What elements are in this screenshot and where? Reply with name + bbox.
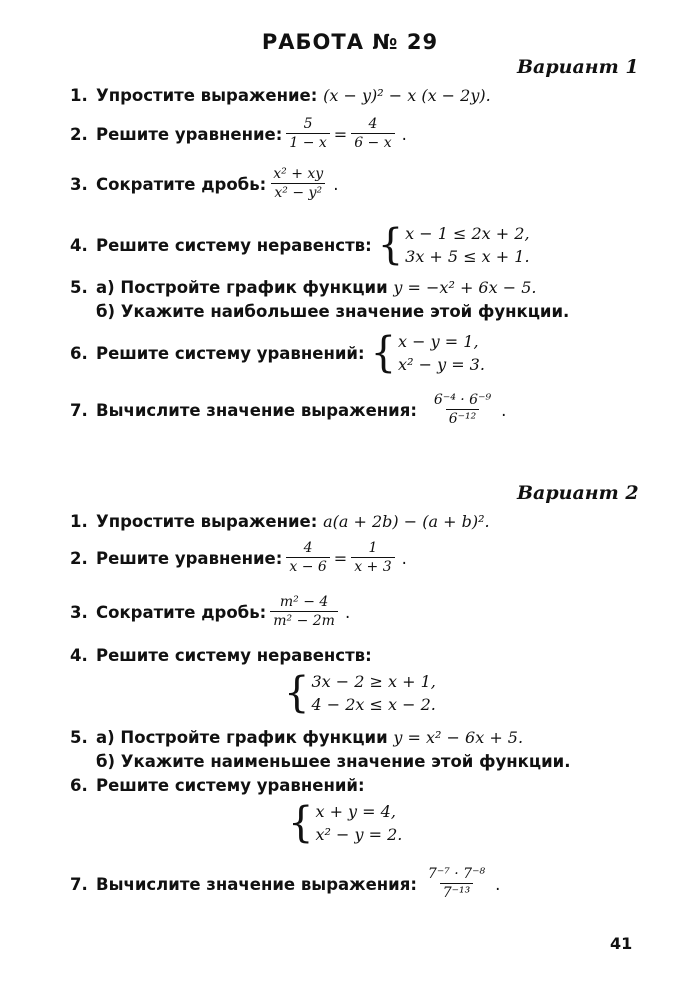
system-row: 3x + 5 ≤ x + 1.: [405, 247, 530, 266]
task-text: Решите уравнение:: [96, 548, 283, 568]
equation-system: [371, 330, 485, 376]
task-text: Упростите выражение:: [96, 512, 318, 531]
period: .: [401, 548, 407, 568]
task-text: Решите систему неравенств:: [96, 235, 372, 255]
system-row: x + y = 4,: [315, 802, 396, 821]
task-text: Упростите выражение:: [96, 86, 318, 105]
function-expression: y = x² − 6x + 5.: [393, 728, 524, 747]
numerator: 6⁻⁴ · 6⁻⁹: [433, 392, 492, 408]
task-text: Решите систему неравенств:: [96, 646, 372, 665]
system-row: x² − y = 2.: [315, 825, 403, 844]
denominator: x² − y²: [271, 183, 325, 202]
equals-sign: =: [333, 548, 348, 568]
task-number: 1.: [70, 86, 88, 105]
brace-icon: {: [284, 668, 310, 718]
numerator: m² − 4: [279, 594, 329, 610]
denominator: 1 − x: [286, 133, 329, 152]
fraction: [270, 166, 326, 202]
task-number: 2.: [70, 124, 88, 144]
system-row: x − y = 1,: [398, 332, 479, 351]
task-number: 1.: [70, 512, 88, 531]
task-number: 3.: [70, 602, 88, 622]
v2-task-5b: [96, 752, 570, 771]
task-text: Решите систему уравнений:: [96, 343, 365, 363]
fraction: [425, 866, 488, 902]
brace-icon: {: [370, 328, 397, 378]
v1-task-6: [70, 330, 485, 376]
task-text: а) Постройте график функции: [96, 278, 388, 297]
denominator: x − 6: [286, 557, 329, 576]
function-expression: y = −x² + 6x − 5.: [393, 278, 537, 297]
v1-task-7: [70, 392, 506, 428]
denominator: m² − 2m: [270, 611, 338, 630]
system-row: 4 − 2x ≤ x − 2.: [311, 695, 436, 714]
v2-task-7: [70, 866, 500, 902]
period: .: [501, 400, 507, 420]
task-text: Сократите дробь:: [96, 174, 267, 194]
page-number: 41: [610, 934, 633, 953]
numerator: x² + xy: [273, 166, 324, 182]
task-number: 6.: [70, 776, 88, 795]
system-row: x − 1 ≤ 2x + 2,: [405, 224, 530, 243]
period: .: [333, 174, 339, 194]
denominator: 7⁻¹³: [440, 883, 474, 902]
fraction: [431, 392, 494, 428]
brace-icon: {: [377, 220, 404, 270]
numerator: 5: [303, 116, 313, 132]
task-number: 6.: [70, 343, 88, 363]
task-text: Вычислите значение выражения:: [96, 400, 417, 420]
v1-task-5b: [96, 302, 569, 321]
task-text: б) Укажите наименьшее значение этой функции.: [96, 752, 571, 771]
task-text: б) Укажите наибольшее значение этой функции.: [96, 302, 570, 321]
v1-task-2: [70, 116, 407, 152]
task-number: 2.: [70, 548, 88, 568]
denominator: 6⁻¹²: [446, 409, 480, 428]
period: .: [344, 602, 351, 622]
equals-sign: =: [333, 124, 348, 144]
task-number: 7.: [70, 874, 88, 894]
task-text: Решите систему уравнений:: [96, 776, 365, 795]
task-text: а) Постройте график функции: [96, 728, 388, 747]
v2-task-3: [70, 594, 350, 630]
task-number: 5.: [70, 278, 88, 297]
v2-task-2: [70, 540, 407, 576]
v2-task-6-system: [282, 800, 402, 846]
equation-system: [288, 800, 402, 846]
v1-task-5a: [70, 278, 536, 297]
system-row: x² − y = 3.: [398, 355, 485, 374]
v1-task-1: [70, 86, 491, 105]
v2-task-4-system: [278, 670, 436, 716]
task-number: 4.: [70, 235, 88, 255]
inequality-system: [284, 670, 436, 716]
task-text: Сократите дробь:: [96, 602, 267, 622]
period: .: [495, 874, 501, 894]
task-number: 4.: [70, 646, 88, 665]
expression: a(a + 2b) − (a + b)².: [323, 512, 490, 531]
fraction-left: [286, 540, 329, 576]
fraction-right: [351, 540, 394, 576]
numerator: 1: [368, 540, 378, 556]
numerator: 4: [303, 540, 313, 556]
variant-2-heading: Вариант 2: [517, 482, 639, 504]
inequality-system: [378, 222, 530, 268]
v2-task-4: [70, 646, 372, 665]
v2-task-1: [70, 512, 490, 531]
task-number: 3.: [70, 174, 88, 194]
v2-task-5a: [70, 728, 523, 747]
period: .: [401, 124, 407, 144]
v1-task-4: [70, 222, 530, 268]
task-text: Решите уравнение:: [96, 124, 283, 144]
fraction-left: [286, 116, 329, 152]
denominator: 6 − x: [351, 133, 394, 152]
numerator: 7⁻⁷ · 7⁻⁸: [427, 866, 486, 882]
task-number: 5.: [70, 728, 88, 747]
brace-icon: {: [288, 798, 314, 848]
denominator: x + 3: [351, 557, 394, 576]
numerator: 4: [368, 116, 378, 132]
task-text: Вычислите значение выражения:: [96, 874, 417, 894]
system-row: 3x − 2 ≥ x + 1,: [311, 672, 436, 691]
page-title: РАБОТА № 29: [261, 30, 439, 54]
variant-1-heading: Вариант 1: [517, 56, 639, 78]
task-number: 7.: [70, 400, 88, 420]
v1-task-3: [70, 166, 338, 202]
fraction-right: [351, 116, 394, 152]
fraction: [270, 594, 338, 630]
expression: (x − y)² − x (x − 2y).: [323, 86, 491, 105]
v2-task-6: [70, 776, 365, 795]
